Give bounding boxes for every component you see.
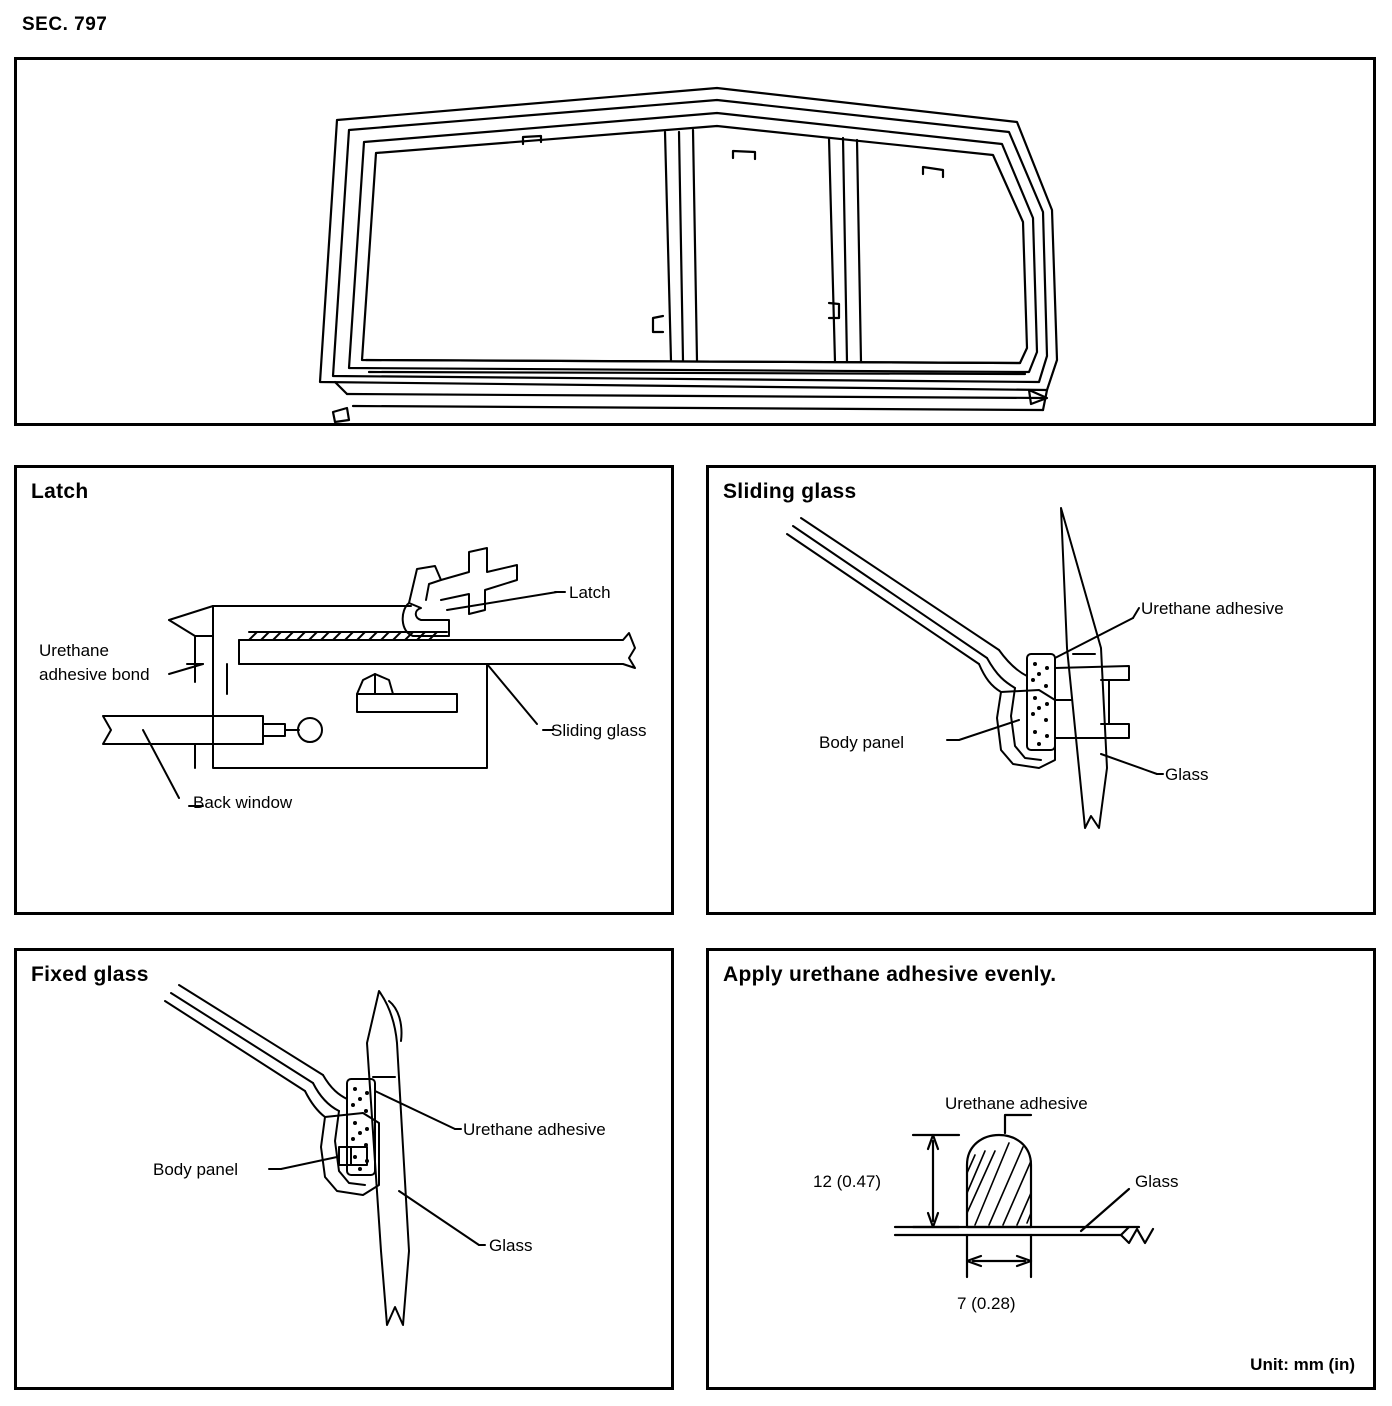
label-latch: Latch — [569, 583, 611, 602]
panel-title-apply-urethane: Apply urethane adhesive evenly. — [723, 963, 1057, 986]
panel-title-sliding-glass: Sliding glass — [723, 480, 857, 503]
section-label: SEC. 797 — [22, 14, 108, 35]
unit-note: Unit: mm (in) — [1250, 1355, 1355, 1374]
back-window-assembly-illustration — [17, 60, 1373, 423]
label-urethane-adhesive-bond-line1: Urethane — [39, 641, 109, 660]
label-body-panel: Body panel — [819, 733, 905, 752]
panel-fixed-glass — [14, 948, 674, 1390]
label-back-window: Back window — [193, 793, 293, 812]
dimension-height: 12 (0.47) — [813, 1172, 882, 1191]
latch-cross-section-illustration — [17, 468, 671, 912]
panel-sliding-glass — [706, 465, 1376, 915]
fixed-glass-cross-section-illustration — [17, 951, 671, 1387]
label-urethane-adhesive-bond-line2: adhesive bond — [39, 665, 150, 684]
dimension-width: 7 (0.28) — [957, 1294, 1016, 1313]
panel-back-window-overview — [14, 57, 1376, 426]
label-glass: Glass — [1135, 1172, 1179, 1191]
sliding-glass-cross-section-illustration — [709, 468, 1373, 912]
panel-latch — [14, 465, 674, 915]
urethane-bead-dimension-illustration — [709, 951, 1373, 1387]
label-urethane-adhesive: Urethane adhesive — [1141, 599, 1284, 618]
panel-apply-urethane — [706, 948, 1376, 1390]
label-glass: Glass — [1165, 765, 1209, 784]
label-glass: Glass — [489, 1236, 533, 1255]
panel-title-fixed-glass: Fixed glass — [31, 963, 149, 986]
label-urethane-adhesive: Urethane adhesive — [463, 1120, 606, 1139]
label-sliding-glass: Sliding glass — [551, 721, 647, 740]
label-urethane-adhesive: Urethane adhesive — [945, 1094, 1088, 1113]
label-body-panel: Body panel — [153, 1160, 239, 1179]
panel-title-latch: Latch — [31, 480, 89, 503]
